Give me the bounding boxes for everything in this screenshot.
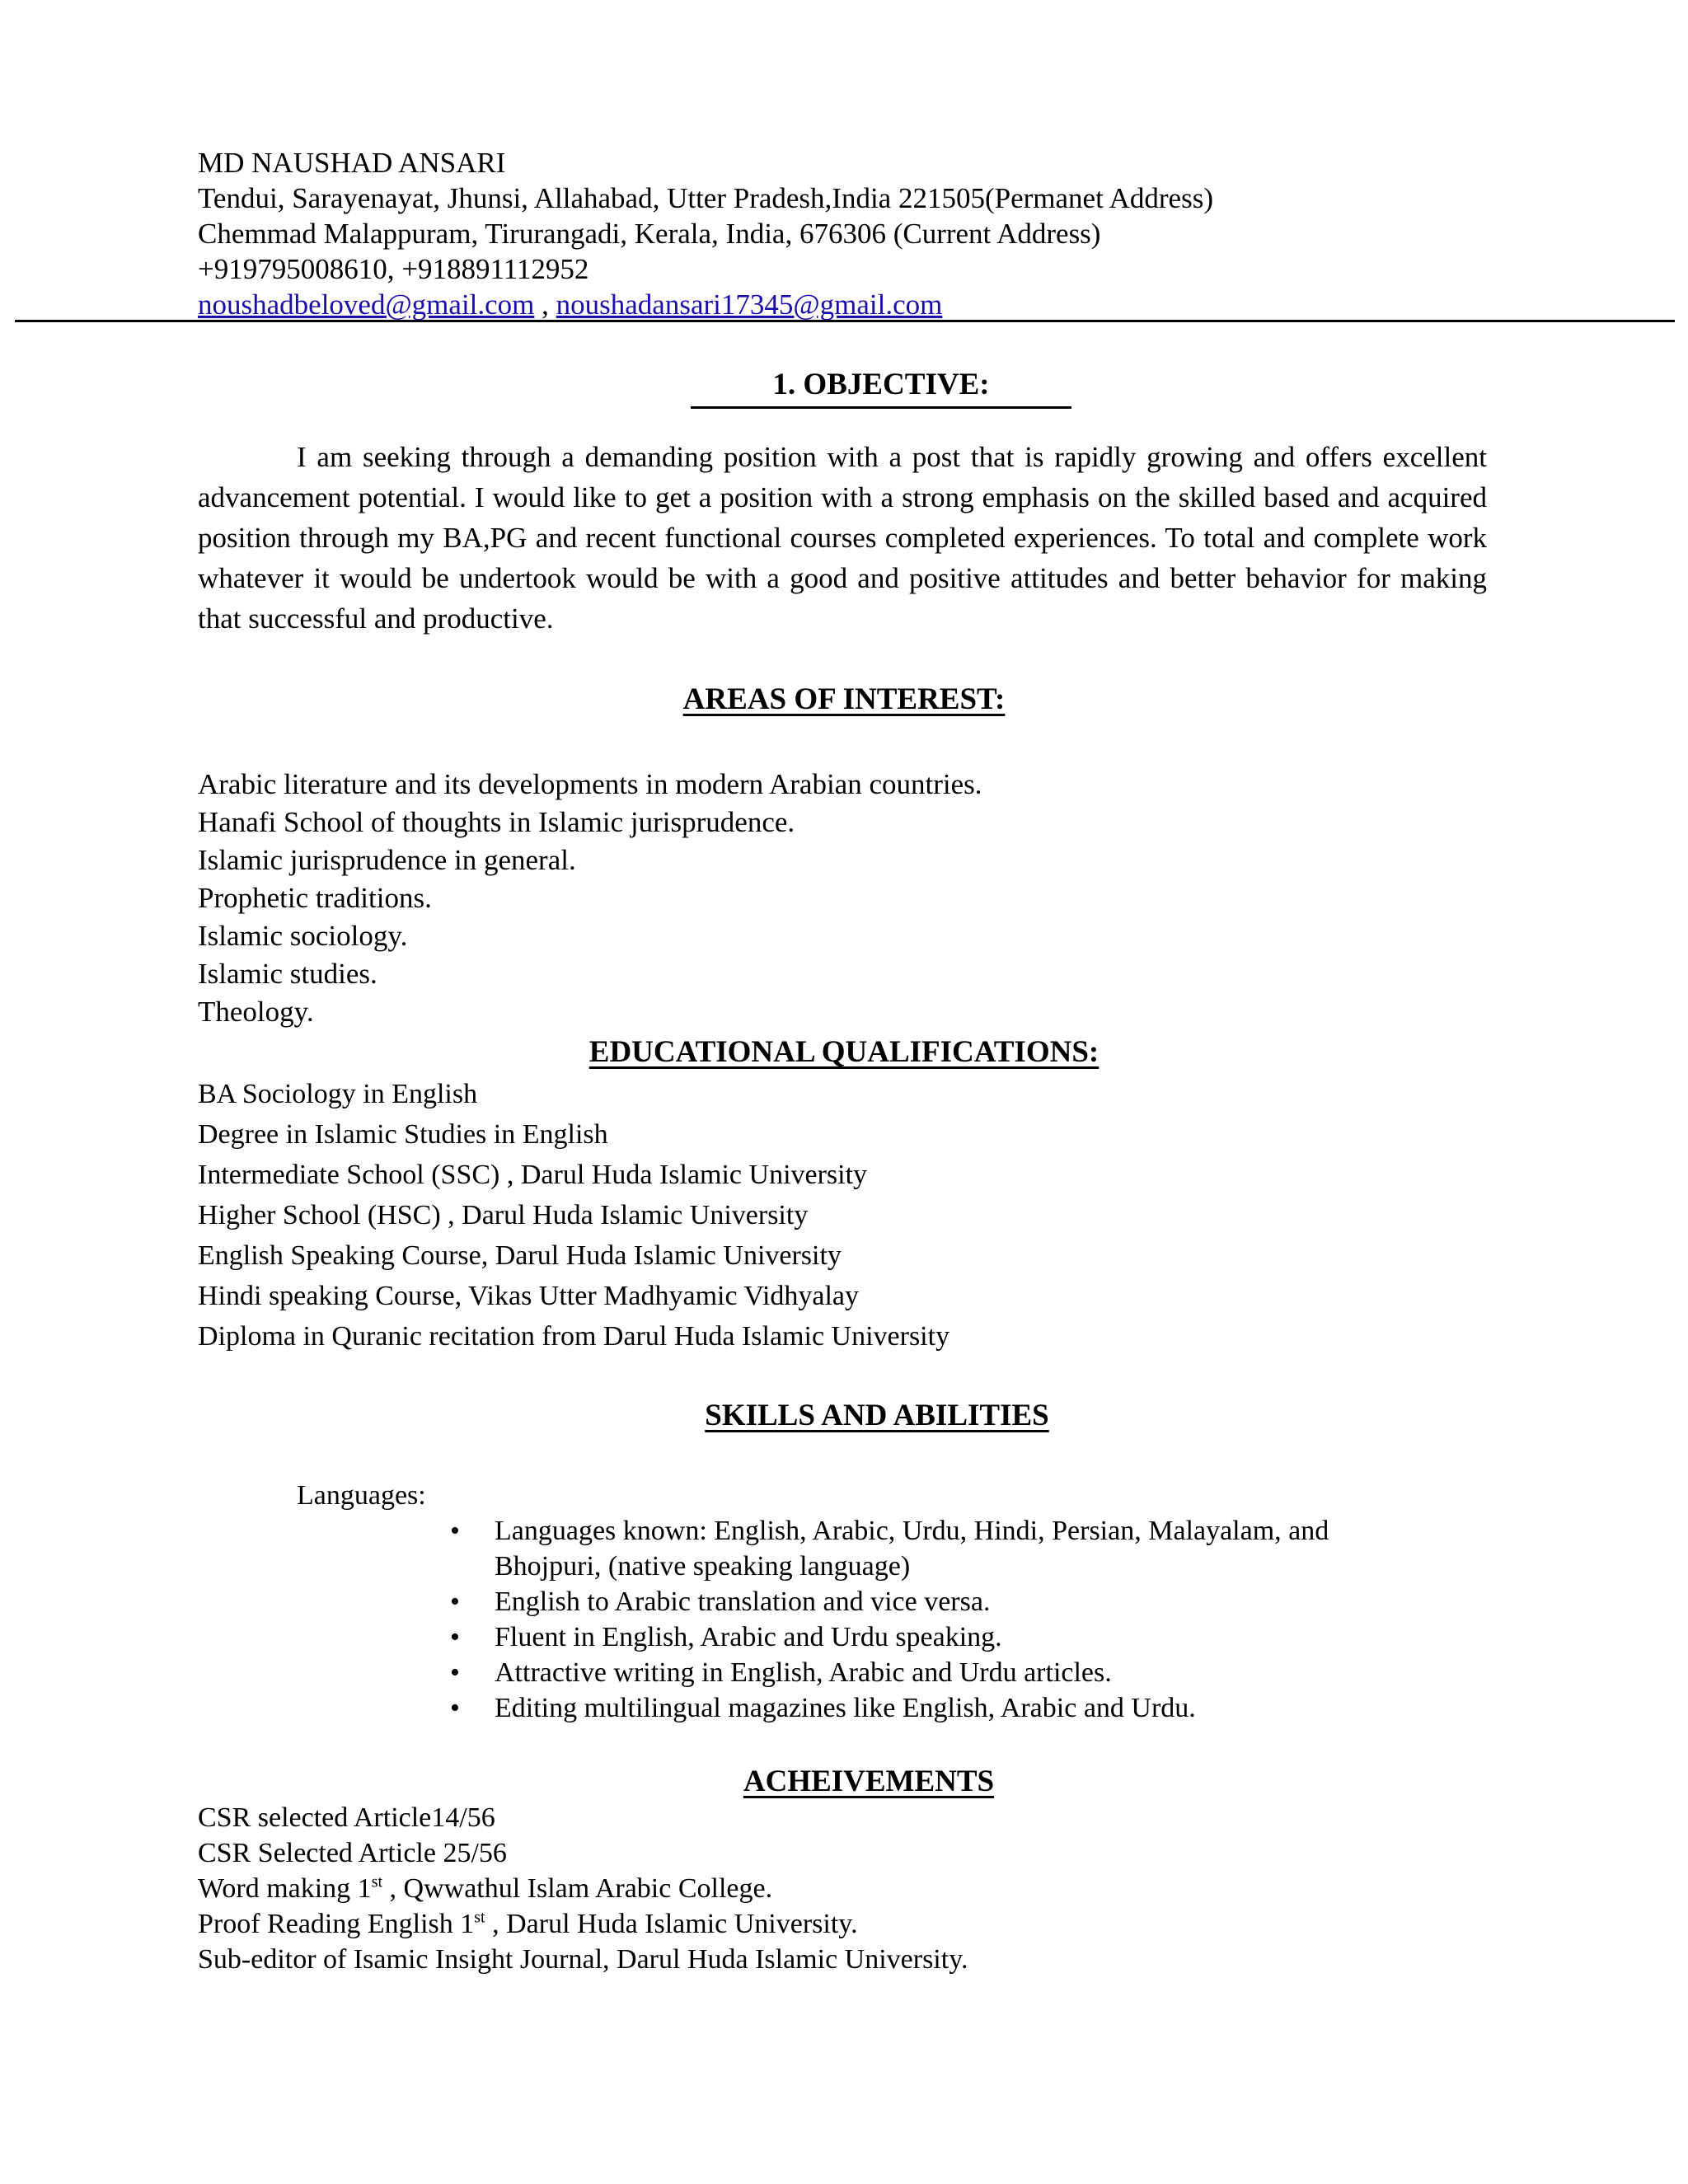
achievement-text-continued: , Qwwathul Islam Arabic College. — [382, 1873, 773, 1904]
bullet-text: Attractive writing in English, Arabic and Urdu articles. — [495, 1657, 1112, 1688]
achievements-list — [198, 1800, 1517, 1977]
bullet-icon: • — [450, 1622, 460, 1652]
list-item: Prophetic traditions. — [198, 882, 432, 914]
languages-label: Languages: — [297, 1480, 426, 1511]
list-item — [445, 1655, 1434, 1690]
education-list — [198, 1074, 1517, 1357]
list-item: Hindi speaking Course, Vikas Utter Madhyamic Vidhyalay — [198, 1281, 860, 1311]
email-line — [198, 287, 1517, 322]
list-item — [445, 1513, 1434, 1584]
list-item: Islamic jurisprudence in general. — [198, 844, 576, 876]
interests-heading — [0, 681, 1688, 718]
list-item: Theology. — [198, 996, 314, 1028]
objective-heading: 1. OBJECTIVE: — [691, 366, 1071, 409]
header-divider — [15, 320, 1675, 322]
candidate-name: MD NAUSHAD ANSARI — [198, 147, 506, 179]
education-heading-text: EDUCATIONAL QUALIFICATIONS: — [588, 1035, 1100, 1069]
bullet-text: Fluent in English, Arabic and Urdu speaking. — [495, 1622, 1002, 1652]
list-item — [198, 1906, 1517, 1942]
permanent-address: Tendui, Sarayenayat, Jhunsi, Allahabad, Utter Pradesh,India 221505(Permanet Address) — [198, 182, 1213, 214]
phone-numbers: +919795008610, +918891112952 — [198, 253, 589, 285]
list-item — [198, 1942, 1517, 1977]
list-item — [198, 1800, 1517, 1835]
bullet-text: Editing multilingual magazines like English, Arabic and Urdu. — [495, 1693, 1196, 1723]
achievement-text: CSR selected Article14/56 — [198, 1802, 495, 1833]
list-item: English Speaking Course, Darul Huda Islamic University — [198, 1240, 842, 1271]
list-item — [445, 1584, 1434, 1619]
list-item: Hanafi School of thoughts in Islamic jurisprudence. — [198, 806, 795, 838]
skills-bullet-list — [445, 1513, 1434, 1726]
email-link-secondary[interactable]: noushadansari17345@gmail.com — [556, 288, 943, 321]
skills-heading — [33, 1397, 1688, 1434]
interests-heading-text: AREAS OF INTEREST: — [682, 682, 1006, 716]
ordinal-suffix: st — [474, 1908, 485, 1927]
achievement-text-continued: , Darul Huda Islamic University. — [485, 1909, 858, 1939]
bullet-icon: • — [450, 1657, 460, 1688]
achievement-text: Proof Reading English 1 — [198, 1909, 475, 1939]
ordinal-suffix: st — [371, 1872, 383, 1891]
list-item: BA Sociology in English — [198, 1079, 478, 1109]
achievement-text: Word making 1 — [198, 1873, 372, 1904]
achievements-heading-text: ACHEIVEMENTS — [743, 1765, 995, 1798]
email-separator: , — [534, 288, 556, 321]
list-item: Islamic studies. — [198, 958, 377, 990]
list-item: Arabic literature and its developments in modern Arabian countries. — [198, 768, 982, 800]
current-address: Chemmad Malappuram, Tirurangadi, Kerala, India, 676306 (Current Address) — [198, 218, 1101, 250]
list-item: Higher School (HSC) , Darul Huda Islamic University — [198, 1200, 809, 1230]
achievements-heading — [25, 1763, 1688, 1800]
bullet-icon: • — [450, 1586, 460, 1617]
list-item — [445, 1690, 1434, 1726]
email-link-primary[interactable]: noushadbeloved@gmail.com — [198, 288, 535, 321]
interests-list — [198, 766, 1517, 1031]
list-item: Degree in Islamic Studies in English — [198, 1119, 608, 1150]
list-item: Diploma in Quranic recitation from Darul Huda Islamic University — [198, 1321, 950, 1352]
list-item — [198, 1835, 1517, 1871]
education-heading — [0, 1033, 1688, 1071]
bullet-text: Languages known: English, Arabic, Urdu, Hindi, Persian, Malayalam, and Bhojpuri, (native speaking language) — [495, 1516, 1329, 1582]
bullet-text: English to Arabic translation and vice versa. — [495, 1586, 991, 1617]
achievement-text: Sub-editor of Isamic Insight Journal, Darul Huda Islamic University. — [198, 1944, 968, 1975]
objective-paragraph: I am seeking through a demanding position with a post that is rapidly growing and offers excellent advancement potential. I would like to get a position with a strong emphasis on the skilled based and acquired position through my BA,PG and recent functional courses completed experiences. To total and complete work whatever it would be undertook would be with a good and positive attitudes and better behavior for making that successful and productive. — [198, 441, 1487, 635]
list-item — [445, 1619, 1434, 1655]
skills-heading-text: SKILLS AND ABILITIES — [705, 1399, 1049, 1432]
bullet-icon: • — [450, 1693, 460, 1723]
list-item: Islamic sociology. — [198, 920, 408, 952]
achievement-text: CSR Selected Article 25/56 — [198, 1838, 507, 1868]
contact-header — [198, 145, 1517, 322]
bullet-icon: • — [450, 1516, 460, 1546]
list-item: Intermediate School (SSC) , Darul Huda Islamic University — [198, 1160, 868, 1190]
list-item — [198, 1871, 1517, 1906]
